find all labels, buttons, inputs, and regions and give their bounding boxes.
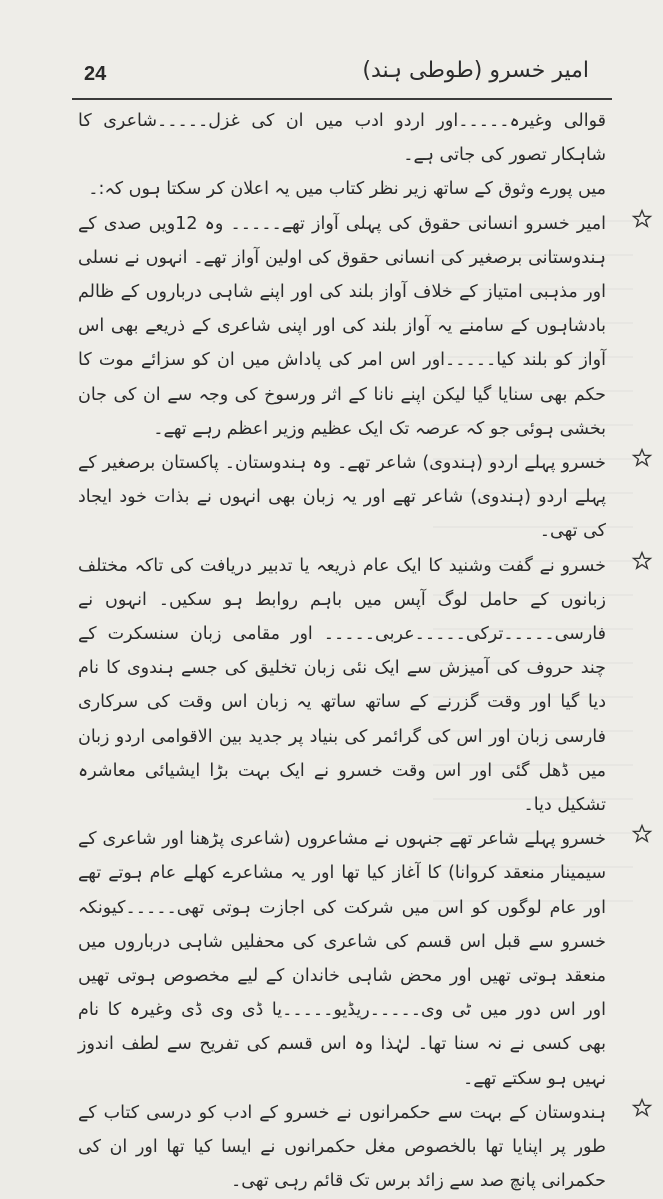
bullet-paragraph-first-urdu-poet (78, 446, 606, 549)
bullet-paragraph-rulers (78, 1096, 606, 1199)
bullet-text-rulers: ہندوستان کے بہت سے حکمرانوں نے خسرو کے ادب کو درسی کتاب کے طور پر اپنایا تھا بالخصوص مغل حکمرانوں نے ایسا کیا تھا اور ان کی حکمرانی پانچ صد سے زائد برس تک قائم رہی تھی۔ (78, 1102, 606, 1192)
bullet-paragraph-mushaira (78, 822, 606, 1096)
bullet-paragraph-language (78, 549, 606, 823)
paragraph-intro-2: میں پورے وثوق کے ساتھ زیر نظر کتاب میں یہ اعلان کر سکتا ہوں کہ:۔ (88, 179, 606, 200)
page-number: 24 (84, 63, 107, 85)
star-outline-icon (632, 551, 652, 571)
paragraph-intro-1: قوالی وغیرہ۔۔۔۔۔اور اردو ادب میں ان کی غزل۔۔۔۔۔شاعری کا شاہکار تصور کی جاتی ہے۔ (78, 111, 606, 166)
bullet-text-language: خسرو نے گفت وشنید کا ایک عام ذریعہ یا تدبیر دریافت کی تاکہ مختلف زبانوں کے حامل لوگ آپس میں باہم روابط ہو سکیں۔ انہوں نے فارسی۔۔۔۔۔ترکی۔۔۔۔۔عربی۔۔۔۔۔ اور مقامی زبان سنسکرت کے چند حروف کی آمیزش سے ایک نئی زبان تخلیق کی جسے ہندوی کا نام دیا گیا اور وقت گزرنے کے ساتھ ساتھ یہ زبان اس وقت کی سرکاری فارسی زبان اور اس کی گرائمر کی بنیاد پر جدید بین الاقوامی اردو زبان میں ڈھل گئی اور اس وقت خسرو نے ایک بہت بڑا ایشیائی معاشرہ تشکیل دیا۔ (78, 555, 606, 816)
star-outline-icon (632, 448, 652, 468)
running-title: امیر خسرو (طوطی ہند) (362, 58, 589, 83)
bullet-paragraph-human-rights (78, 207, 606, 446)
body-text (78, 104, 606, 1199)
star-outline-icon (632, 824, 652, 844)
bullet-text-mushaira: خسرو پہلے شاعر تھے جنہوں نے مشاعروں (شاعری پڑھنا اور شاعری کے سیمینار منعقد کروانا) کا آغاز کیا تھا اور یہ مشاعرے کھلے عام ہوتے تھے اور عام لوگوں کو اس میں شرکت کی اجازت ہوتی تھی۔۔۔۔۔کیونکہ خسرو سے قبل اس قسم کی شاعری کی محفلیں شاہی درباروں میں منعقد ہوتی تھیں اور محض شاہی خاندان کے لیے مخصوص ہوتی تھیں اور اس دور میں ٹی وی۔۔۔۔۔ریڈیو۔۔۔۔۔یا ڈی وی ڈی وغیرہ کا نام بھی کسی نے نہ سنا تھا۔ لہٰذا وہ اس قسم کی تفریح سے لطف اندوز نہیں ہو سکتے تھے۔ (78, 829, 606, 1089)
bullet-text-human-rights: امیر خسرو انسانی حقوق کی پہلی آواز تھے۔۔۔۔۔ وہ 12ویں صدی کے ہندوستانی برصغیر کی انسانی حقوق کی اولین آواز تھے۔ انہوں نے نسلی اور مذہبی امتیاز کے خلاف آواز بلند کی اور اپنے شاہی درباروں کے ظالم بادشاہوں کے سامنے یہ آواز بلند کی اور اپنی شاعری کے ذریعے بھی اس آواز کو بلند کیا۔۔۔۔۔اور اس امر کی پاداش میں ان کو سزائے موت کا حکم بھی سنایا گیا لیکن اپنے نانا کے اثر ورسوخ کی وجہ سے ان کی جان بخشی ہوئی جو کہ عرصہ تک ایک عظیم وزیر اعظم رہے تھے۔ (78, 213, 606, 439)
bullet-text-first-urdu-poet: خسرو پہلے اردو (ہندوی) شاعر تھے۔ وہ ہندوستان۔ پاکستان برصغیر کے پہلے اردو (ہندوی) شاعر تھے اور یہ زبان بھی انہوں نے بذات خود ایجاد کی تھی۔ (78, 453, 606, 542)
star-outline-icon (632, 209, 652, 229)
star-outline-icon (632, 1098, 652, 1118)
header-rule (72, 98, 612, 100)
